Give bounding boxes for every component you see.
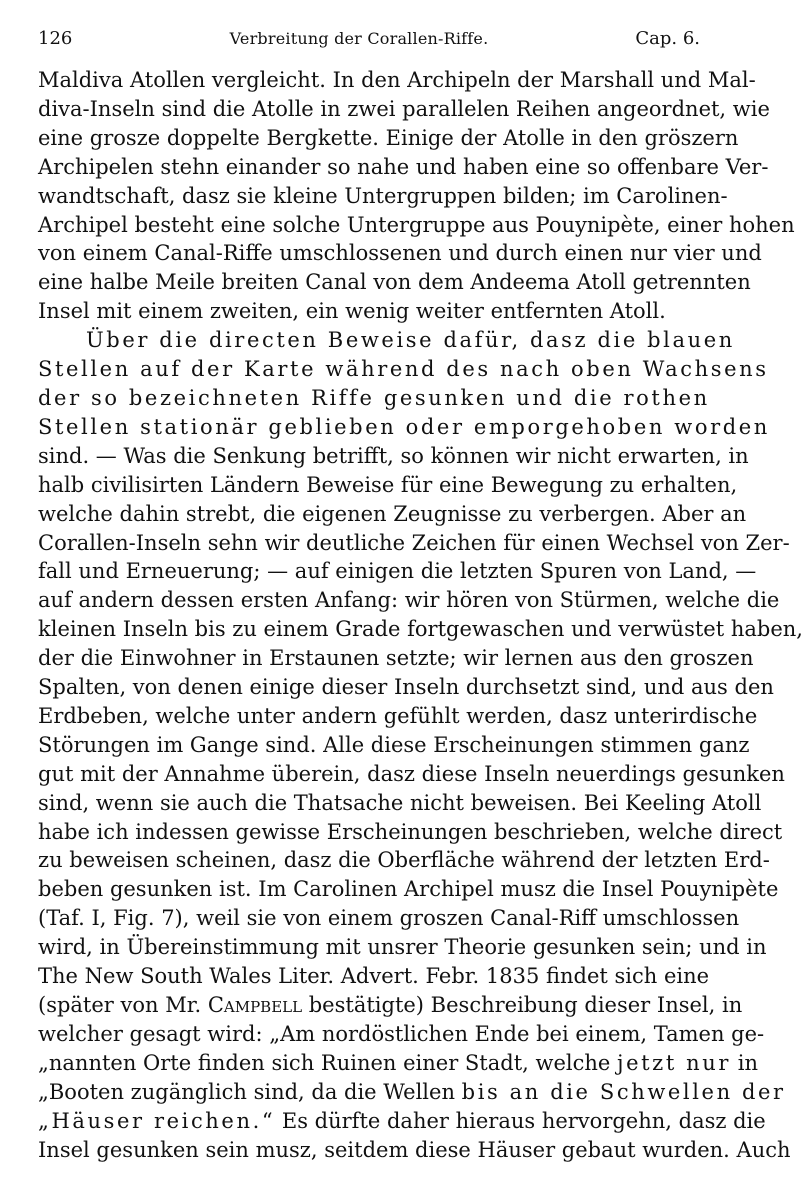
text-line: kleinen Inseln bis zu einem Grade fortgewaschen und verwüstet haben, xyxy=(38,617,803,642)
page-number: 126 xyxy=(38,28,73,49)
text-line xyxy=(38,1078,786,1107)
text-line: Spalten, von denen einige dieser Inseln durchsetzt sind, und aus den xyxy=(38,675,774,700)
text-line: fall und Erneuerung; — auf einigen die letzten Spuren von Land, — xyxy=(38,559,757,584)
body-text xyxy=(38,66,803,1164)
text-line: halb civilisirten Ländern Beweise für eine Bewegung zu erhalten, xyxy=(38,472,738,497)
text-line: von einem Canal-Riffe umschlossenen und durch einen nur vier und xyxy=(38,241,762,266)
page-header xyxy=(38,22,700,56)
text-line: habe ich indessen gewisse Erscheinungen beschrieben, welche direct xyxy=(38,819,783,844)
text-line: Insel mit einem zweiten, ein wenig weiter entfernten Atoll. xyxy=(38,299,666,324)
text-segment: „Booten zugänglich sind, da die Wellen xyxy=(38,1079,462,1104)
text-line xyxy=(38,991,743,1020)
text-line: wird, in Übereinstimmung mit unsrer Theorie gesunken sein; und in xyxy=(38,935,767,960)
text-line: Maldiva Atollen vergleicht. In den Archipeln der Marshall und Mal- xyxy=(38,68,756,92)
text-line: eine grosze doppelte Bergkette. Einige der Atolle in den gröszern xyxy=(38,125,739,150)
text-line: wandtschaft, dasz sie kleine Untergruppen bilden; im Carolinen- xyxy=(38,183,728,208)
text-line: Insel gesunken sein musz, seitdem diese Häuser gebaut wurden. Auch xyxy=(38,1137,791,1162)
text-line: eine halbe Meile breiten Canal von dem Andeema Atoll getrennten xyxy=(38,270,751,295)
text-line: gut mit der Annahme überein, dasz diese Inseln neuerdings gesunken xyxy=(38,761,785,786)
text-line: Archipel besteht eine solche Untergruppe aus Pouynipète, einer hohen xyxy=(38,212,795,237)
text-line xyxy=(38,1107,766,1136)
text-line: Erdbeben, welche unter andern gefühlt werden, dasz unterirdische xyxy=(38,703,758,728)
text-line: welche dahin strebt, die eigenen Zeugnisse zu verbergen. Aber an xyxy=(38,501,747,526)
text-line xyxy=(38,1049,758,1078)
text-line: Corallen-Inseln sehn wir deutliche Zeichen für einen Wechsel von Zer- xyxy=(38,530,790,555)
text-line: zu beweisen scheinen, dasz die Oberfläche während der letzten Erd- xyxy=(38,848,770,873)
emphasis-text: „Häuser reichen.“ xyxy=(38,1108,276,1133)
text-segment: in xyxy=(731,1050,758,1075)
text-line: diva-Inseln sind die Atolle in zwei parallelen Reihen angeordnet, wie xyxy=(38,96,770,121)
author-name: Campbell xyxy=(207,993,303,1017)
text-line: auf andern dessen ersten Anfang: wir hören von Stürmen, welche die xyxy=(38,588,780,613)
text-line: Stellen stationär geblieben oder emporgehoben worden xyxy=(38,414,770,439)
text-line: Archipelen stehn einander so nahe und haben eine so offenbare Ver- xyxy=(38,154,769,179)
text-line: Über die directen Beweise dafür, dasz die blauen xyxy=(86,328,735,353)
text-line: (Taf. I, Fig. 7), weil sie von einem groszen Canal-Riff umschlossen xyxy=(38,906,740,931)
text-line: The New South Wales Liter. Advert. Febr. 1835 findet sich eine xyxy=(38,964,710,989)
text-line: der so bezeichneten Riffe gesunken und die rothen xyxy=(38,385,710,410)
text-line: der die Einwohner in Erstaunen setzte; wir lernen aus den groszen xyxy=(38,646,754,671)
running-title: Verbreitung der Corallen-Riffe. xyxy=(229,29,489,48)
emphasis-text: jetzt nur xyxy=(617,1050,732,1075)
text-segment: „nannten Orte finden sich Ruinen einer Stadt, welche xyxy=(38,1050,617,1075)
chapter-label: Cap. 6. xyxy=(635,28,700,49)
text-line: sind. — Was die Senkung betrifft, so können wir nicht erwarten, in xyxy=(38,443,749,468)
text-line: Störungen im Gange sind. Alle diese Erscheinungen stimmen ganz xyxy=(38,732,750,757)
text-segment: bestätigte) Beschreibung dieser Insel, in xyxy=(302,993,743,1017)
text-line: Stellen auf der Karte während des nach oben Wachsens xyxy=(38,357,769,382)
emphasis-text: bis an die Schwellen der xyxy=(461,1079,786,1104)
text-line: sind, wenn sie auch die Thatsache nicht beweisen. Bei Keeling Atoll xyxy=(38,790,762,815)
text-segment: Es dürfte daher hieraus hervorgehn, dasz die xyxy=(275,1108,766,1133)
text-line: welcher gesagt wird: „Am nordöstlichen Ende bei einem, Tamen ge- xyxy=(38,1021,765,1046)
text-line: beben gesunken ist. Im Carolinen Archipel musz die Insel Pouynipète xyxy=(38,877,779,902)
text-segment: (später von Mr. xyxy=(38,993,208,1017)
